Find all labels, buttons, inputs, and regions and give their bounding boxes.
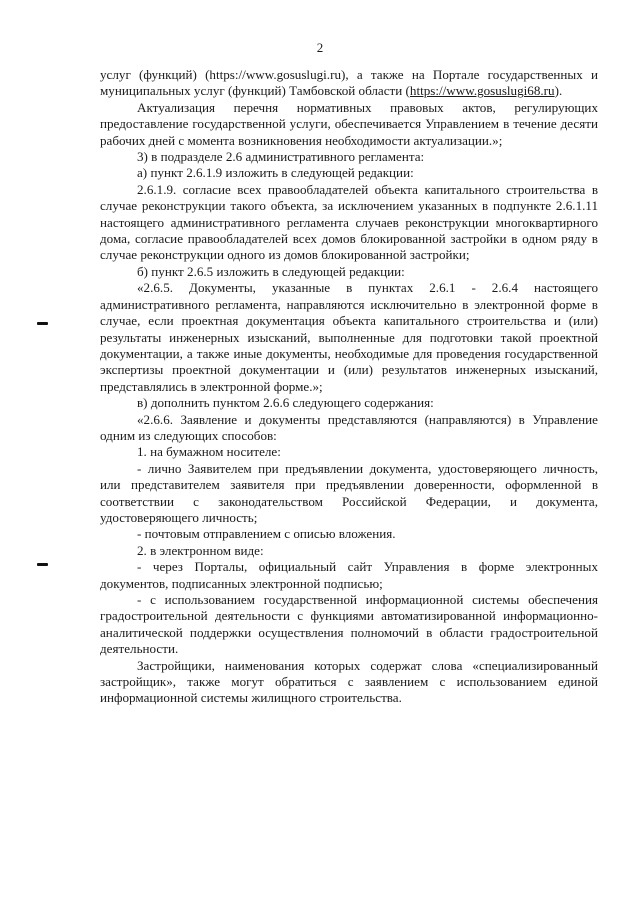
paragraph: Застройщики, наименования которых содержат слова «специализированный застройщик», также могут обратиться с заявлением с использованием единой информационной системы жилищного строительства.: [100, 657, 598, 706]
paragraph-text: ).: [554, 83, 563, 99]
paragraph: - с использованием государственной информационной системы обеспечения градостроительной деятельности с функциями автоматизированной информационно-аналитической поддержки осуществления полномочий в области градостроительной деятельности.: [100, 592, 598, 657]
paragraph: в) дополнить пунктом 2.6.6 следующего содержания:: [137, 395, 434, 411]
document-body: [100, 67, 598, 707]
paragraph: 2. в электронном виде:: [137, 542, 264, 558]
paragraph: [100, 67, 598, 100]
margin-mark: [37, 322, 48, 325]
paragraph: «2.6.6. Заявление и документы представляются (направляются) в Управление одним из следующих способов:: [100, 411, 598, 443]
paragraph: - через Порталы, официальный сайт Управления в форме электронных документов, подписанных электронной подписью;: [100, 559, 598, 591]
margin-mark: [37, 563, 48, 566]
paragraph: «2.6.5. Документы, указанные в пунктах 2.6.1 - 2.6.4 настоящего административного регламента, направляются исключительно в электронной форме в случае, если проектная документация объекта капитального строительства и (или) результаты инженерных изысканий, выполненные для подготовки такой проектной документации, а также иные документы, необходимые для проведения государственной экспертизы проектной документации и (или) результатов инженерных изысканий, представлялись в электронной форме.»;: [100, 280, 598, 394]
paragraph: б) пункт 2.6.5 изложить в следующей редакции:: [137, 263, 405, 279]
paragraph: 3) в подразделе 2.6 административного регламента:: [137, 149, 425, 165]
paragraph: - лично Заявителем при предъявлении документа, удостоверяющего личность, или представителем заявителя при предъявлении доверенности, оформленной в соответствии с законодательством Российской Федерации, и документа, удостоверяющего личность;: [100, 460, 598, 525]
page-number: 2: [316, 40, 324, 55]
paragraph: 2.6.1.9. согласие всех правообладателей объекта капитального строительства в случае реконструкции такого объекта, за исключением указанных в подпункте 2.6.1.11 настоящего административного регламента случаев реконструкции многоквартирного дома, согласие правообладателей всех домов блокированной застройки в одном ряду в случае реконструкции одного из домов блокированной застройки;: [100, 181, 598, 263]
portal-link[interactable]: https://www.gosuslugi68.ru: [409, 83, 555, 99]
paragraph-text: услуг (функций) (https://www.gosuslugi.ru), а также на Портале государственных и муниципальных услуг (функций) Тамбовской области (: [100, 67, 598, 99]
paragraph: а) пункт 2.6.1.9 изложить в следующей редакции:: [137, 165, 414, 181]
paragraph: 1. на бумажном носителе:: [137, 444, 281, 460]
paragraph: Актуализация перечня нормативных правовых актов, регулирующих предоставление государственной услуги, обеспечивается Управлением в течение десяти рабочих дней с момента возникновения необходимости актуализации.»;: [100, 99, 598, 148]
paragraph: - почтовым отправлением с описью вложения.: [137, 526, 396, 542]
